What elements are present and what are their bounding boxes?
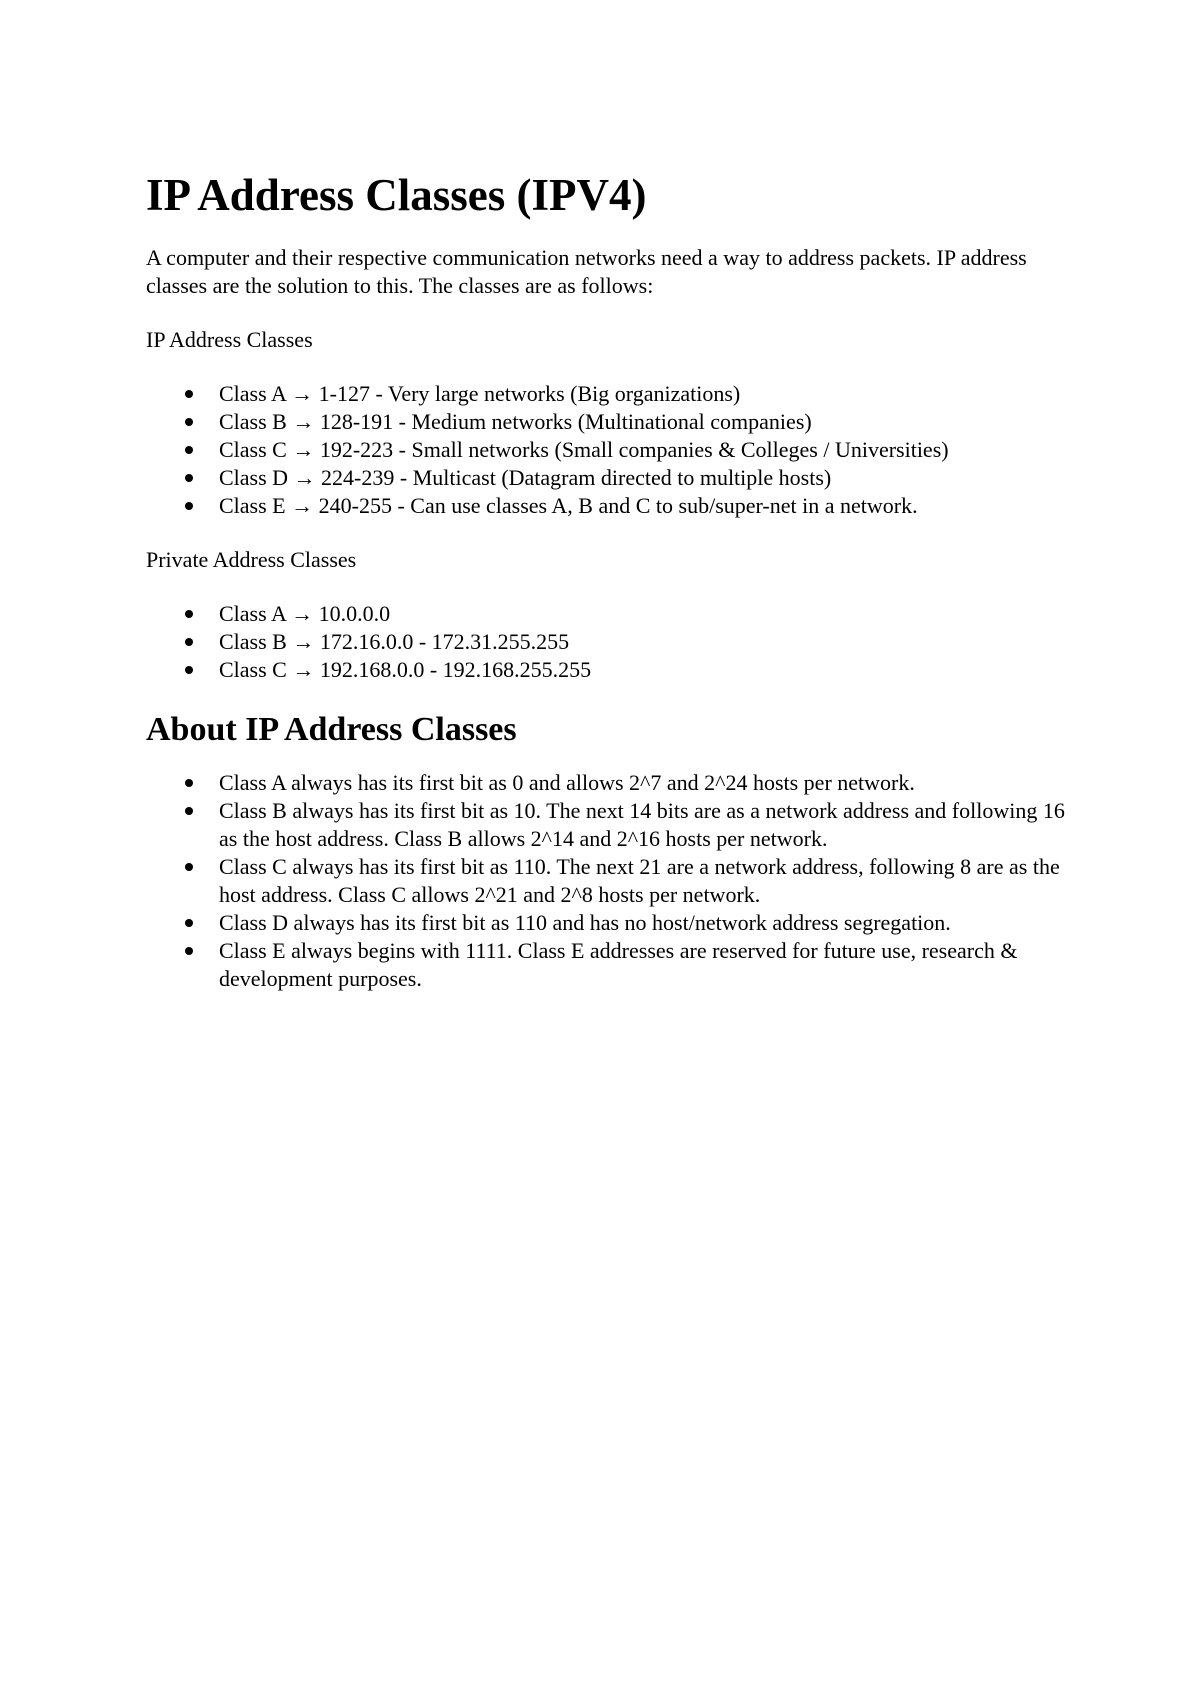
list-item: Class C always has its first bit as 110. The next 21 are a network address, following 8 are as the host address. Class C allows 2^21 and 2^8 hosts per network. <box>146 853 1086 909</box>
document-page <box>146 170 1086 1019</box>
list-item: Class D → 224-239 - Multicast (Datagram directed to multiple hosts) <box>146 464 1086 492</box>
list-item: Class A always has its first bit as 0 and allows 2^7 and 2^24 hosts per network. <box>146 769 1086 797</box>
list-item: Class E always begins with 1111. Class E addresses are reserved for future use, research & development purposes. <box>146 937 1086 993</box>
list-item: Class C → 192-223 - Small networks (Small companies & Colleges / Universities) <box>146 436 1086 464</box>
page-title: IP Address Classes (IPV4) <box>146 170 647 220</box>
intro-paragraph: A computer and their respective communication networks need a way to address packets. IP address classes are the solution to this. The classes are as follows: <box>146 244 1027 298</box>
list-item: Class D always has its first bit as 110 and has no host/network address segregation. <box>146 909 1086 937</box>
ip-classes-label: IP Address Classes <box>146 326 313 352</box>
list-item: Class A → 10.0.0.0 <box>146 600 1086 628</box>
ip-classes-list <box>146 380 1086 520</box>
about-heading: About IP Address Classes <box>146 710 517 748</box>
private-classes-list <box>146 600 1086 684</box>
list-item: Class B always has its first bit as 10. The next 14 bits are as a network address and following 16 as the host address. Class B allows 2^14 and 2^16 hosts per network. <box>146 797 1086 853</box>
list-item: Class E → 240-255 - Can use classes A, B and C to sub/super-net in a network. <box>146 492 1086 520</box>
list-item: Class C → 192.168.0.0 - 192.168.255.255 <box>146 656 1086 684</box>
list-item: Class A → 1-127 - Very large networks (Big organizations) <box>146 380 1086 408</box>
list-item: Class B → 172.16.0.0 - 172.31.255.255 <box>146 628 1086 656</box>
about-list <box>146 769 1086 993</box>
list-item: Class B → 128-191 - Medium networks (Multinational companies) <box>146 408 1086 436</box>
private-classes-label: Private Address Classes <box>146 546 357 572</box>
